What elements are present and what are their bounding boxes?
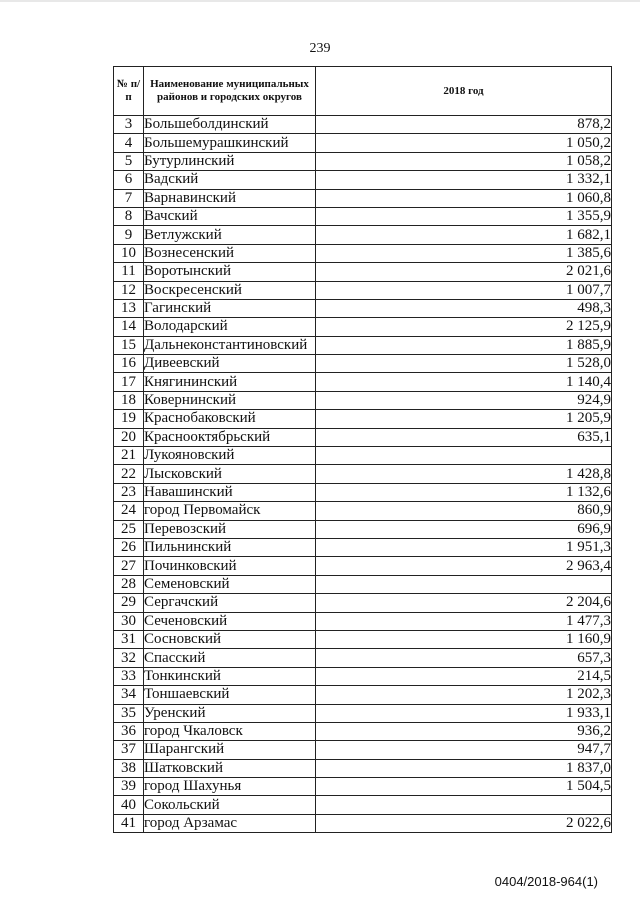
table-row (114, 373, 612, 391)
district-name: Шарангский (144, 741, 316, 759)
value-2018 (316, 796, 612, 814)
table-row (114, 410, 612, 428)
page-top-edge (0, 0, 640, 2)
district-name: Вадский (144, 171, 316, 189)
district-name: Варнавинский (144, 189, 316, 207)
value-2018: 1 682,1 (316, 226, 612, 244)
table-row (114, 594, 612, 612)
value-2018: 1 007,7 (316, 281, 612, 299)
value-2018: 924,9 (316, 391, 612, 409)
district-name: Володарский (144, 318, 316, 336)
row-number: 3 (114, 116, 144, 134)
table-row (114, 465, 612, 483)
value-2018: 1 951,3 (316, 538, 612, 556)
value-2018: 1 528,0 (316, 355, 612, 373)
district-name: Княгининский (144, 373, 316, 391)
row-number: 30 (114, 612, 144, 630)
table-row (114, 538, 612, 556)
table-row (114, 336, 612, 354)
value-2018: 1 885,9 (316, 336, 612, 354)
value-2018 (316, 447, 612, 465)
row-number: 27 (114, 557, 144, 575)
district-name: Шатковский (144, 759, 316, 777)
table-row (114, 796, 612, 814)
table-row (114, 244, 612, 262)
table-row (114, 318, 612, 336)
table-body (114, 116, 612, 833)
row-number: 16 (114, 355, 144, 373)
row-number: 41 (114, 814, 144, 832)
district-name: Починковский (144, 557, 316, 575)
value-2018 (316, 575, 612, 593)
table-row (114, 299, 612, 317)
district-name: город Чкаловск (144, 722, 316, 740)
district-name: Перевозский (144, 520, 316, 538)
value-2018: 1 504,5 (316, 778, 612, 796)
row-number: 22 (114, 465, 144, 483)
data-table (113, 66, 612, 833)
district-name: Навашинский (144, 483, 316, 501)
table-row (114, 281, 612, 299)
table-row (114, 152, 612, 170)
district-name: Сосновский (144, 630, 316, 648)
row-number: 37 (114, 741, 144, 759)
row-number: 24 (114, 502, 144, 520)
row-number: 11 (114, 263, 144, 281)
table-row (114, 483, 612, 501)
table-row (114, 686, 612, 704)
row-number: 19 (114, 410, 144, 428)
value-2018: 2 021,6 (316, 263, 612, 281)
row-number: 8 (114, 207, 144, 225)
row-number: 31 (114, 630, 144, 648)
table-row (114, 391, 612, 409)
row-number: 13 (114, 299, 144, 317)
table-row (114, 612, 612, 630)
district-name: Воскресенский (144, 281, 316, 299)
value-2018: 1 933,1 (316, 704, 612, 722)
value-2018: 498,3 (316, 299, 612, 317)
value-2018: 1 060,8 (316, 189, 612, 207)
table-row (114, 189, 612, 207)
row-number: 15 (114, 336, 144, 354)
value-2018: 1 385,6 (316, 244, 612, 262)
row-number: 26 (114, 538, 144, 556)
district-name: Уренский (144, 704, 316, 722)
district-name: Пильнинский (144, 538, 316, 556)
district-name: Большемурашкинский (144, 134, 316, 152)
row-number: 21 (114, 447, 144, 465)
district-name: Ветлужский (144, 226, 316, 244)
table-row (114, 520, 612, 538)
district-name: Бутурлинский (144, 152, 316, 170)
row-number: 10 (114, 244, 144, 262)
row-number: 20 (114, 428, 144, 446)
row-number: 14 (114, 318, 144, 336)
district-name: Лукояновский (144, 447, 316, 465)
district-name: Семеновский (144, 575, 316, 593)
table-row (114, 428, 612, 446)
value-2018: 657,3 (316, 649, 612, 667)
table-row (114, 502, 612, 520)
district-name: город Арзамас (144, 814, 316, 832)
table-row (114, 263, 612, 281)
district-name: город Шахунья (144, 778, 316, 796)
district-name: Гагинский (144, 299, 316, 317)
table-row (114, 575, 612, 593)
table-row (114, 722, 612, 740)
table-row (114, 171, 612, 189)
value-2018: 860,9 (316, 502, 612, 520)
table-row (114, 778, 612, 796)
table-row (114, 226, 612, 244)
value-2018: 1 160,9 (316, 630, 612, 648)
page-number: 239 (309, 41, 331, 56)
table-row (114, 759, 612, 777)
row-number: 23 (114, 483, 144, 501)
table-row (114, 704, 612, 722)
value-2018: 1 140,4 (316, 373, 612, 391)
value-2018: 1 428,8 (316, 465, 612, 483)
row-number: 28 (114, 575, 144, 593)
value-2018: 1 332,1 (316, 171, 612, 189)
table-header-row (114, 67, 612, 116)
table-row (114, 447, 612, 465)
district-name: Краснобаковский (144, 410, 316, 428)
row-number: 7 (114, 189, 144, 207)
district-name: Большеболдинский (144, 116, 316, 134)
value-2018: 1 205,9 (316, 410, 612, 428)
district-name: Вознесенский (144, 244, 316, 262)
value-2018: 936,2 (316, 722, 612, 740)
value-2018: 635,1 (316, 428, 612, 446)
table-row (114, 116, 612, 134)
header-num: № п/п (114, 67, 144, 116)
row-number: 40 (114, 796, 144, 814)
district-name: Дивеевский (144, 355, 316, 373)
district-name: Краснооктябрьский (144, 428, 316, 446)
value-2018: 214,5 (316, 667, 612, 685)
district-name: Тоншаевский (144, 686, 316, 704)
row-number: 39 (114, 778, 144, 796)
district-name: Сокольский (144, 796, 316, 814)
table-row (114, 557, 612, 575)
district-name: Сергачский (144, 594, 316, 612)
district-name: Лысковский (144, 465, 316, 483)
value-2018: 2 204,6 (316, 594, 612, 612)
document-code: 0404/2018-964(1) (494, 874, 598, 889)
table-row (114, 667, 612, 685)
value-2018: 1 202,3 (316, 686, 612, 704)
row-number: 5 (114, 152, 144, 170)
district-name: Дальнеконстантиновский (144, 336, 316, 354)
table-row (114, 134, 612, 152)
value-2018: 878,2 (316, 116, 612, 134)
district-name: Воротынский (144, 263, 316, 281)
value-2018: 1 477,3 (316, 612, 612, 630)
value-2018: 1 058,2 (316, 152, 612, 170)
header-name: Наименование муниципальных районов и городских округов (144, 67, 316, 116)
row-number: 25 (114, 520, 144, 538)
header-year: 2018 год (316, 67, 612, 116)
row-number: 36 (114, 722, 144, 740)
row-number: 4 (114, 134, 144, 152)
district-name: Тонкинский (144, 667, 316, 685)
row-number: 18 (114, 391, 144, 409)
value-2018: 1 355,9 (316, 207, 612, 225)
value-2018: 2 125,9 (316, 318, 612, 336)
row-number: 38 (114, 759, 144, 777)
row-number: 17 (114, 373, 144, 391)
row-number: 9 (114, 226, 144, 244)
row-number: 33 (114, 667, 144, 685)
table-row (114, 355, 612, 373)
district-name: Ковернинский (144, 391, 316, 409)
value-2018: 2 963,4 (316, 557, 612, 575)
table-row (114, 630, 612, 648)
row-number: 34 (114, 686, 144, 704)
value-2018: 1 837,0 (316, 759, 612, 777)
district-name: Вачский (144, 207, 316, 225)
row-number: 6 (114, 171, 144, 189)
row-number: 32 (114, 649, 144, 667)
table-row (114, 649, 612, 667)
district-name: Спасский (144, 649, 316, 667)
row-number: 12 (114, 281, 144, 299)
row-number: 35 (114, 704, 144, 722)
table-row (114, 814, 612, 832)
table-row (114, 741, 612, 759)
value-2018: 1 132,6 (316, 483, 612, 501)
value-2018: 2 022,6 (316, 814, 612, 832)
district-name: Сеченовский (144, 612, 316, 630)
value-2018: 696,9 (316, 520, 612, 538)
row-number: 29 (114, 594, 144, 612)
value-2018: 947,7 (316, 741, 612, 759)
district-name: город Первомайск (144, 502, 316, 520)
table-row (114, 207, 612, 225)
value-2018: 1 050,2 (316, 134, 612, 152)
